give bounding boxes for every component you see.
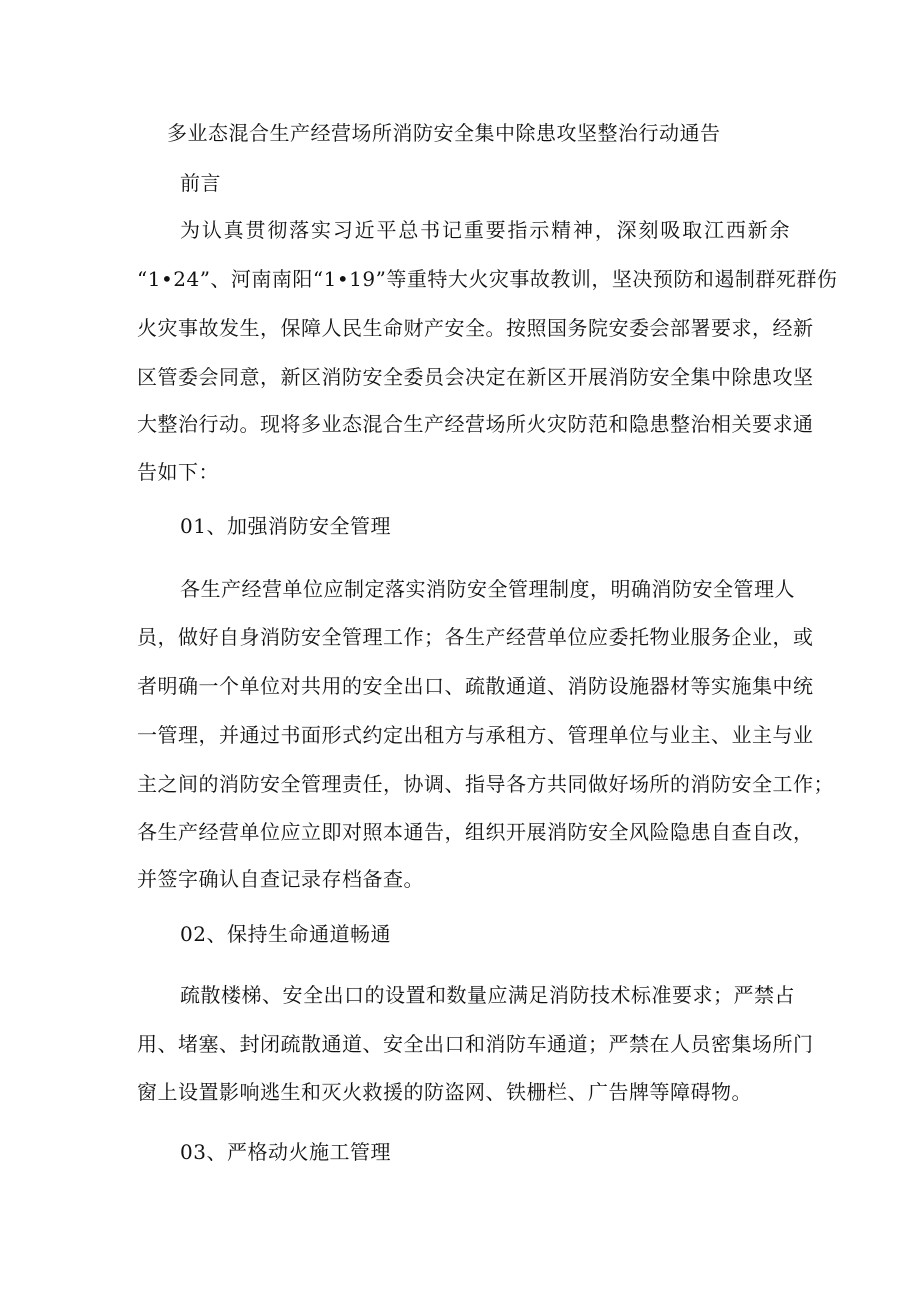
- section-01-line: 各生产经营单位应立即对照本通告，组织开展消防安全风险隐患自查自改，: [137, 820, 814, 844]
- preface-label: 前言: [180, 171, 221, 195]
- section-01-line: 主之间的消防安全管理责任，协调、指导各方共同做好场所的消防安全工作；: [137, 772, 834, 796]
- section-02-line: 用、堵塞、封闭疏散通道、安全出口和消防车通道；严禁在人员密集场所门: [137, 1032, 814, 1056]
- section-01-line: 并签字确认自查记录存档备查。: [137, 867, 424, 891]
- intro-line: 告如下：: [137, 460, 219, 484]
- section-02-line: 疏散楼梯、安全出口的设置和数量应满足消防技术标准要求；严禁占: [180, 983, 795, 1007]
- section-heading-03: 03、严格动火施工管理: [180, 1140, 391, 1164]
- intro-line: 火灾事故发生，保障人民生命财产安全。按照国务院安委会部署要求，经新: [137, 316, 814, 340]
- intro-line: 为认真贯彻落实习近平总书记重要指示精神，深刻吸取江西新余: [180, 218, 790, 242]
- section-01-line: 一管理，并通过书面形式约定出租方与承租方、管理单位与业主、业主与业: [137, 723, 814, 747]
- section-02-line: 窗上设置影响逃生和灭火救援的防盗网、铁栅栏、广告牌等障碍物。: [137, 1080, 752, 1104]
- section-01-line: 者明确一个单位对共用的安全出口、疏散通道、消防设施器材等实施集中统: [137, 674, 814, 698]
- section-01-line: 员，做好自身消防安全管理工作；各生产经营单位应委托物业服务企业，或: [137, 625, 814, 649]
- intro-line: “1•24”、河南南阳“1•19”等重特大火灾事故教训，坚决预防和遏制群死群伤: [137, 267, 838, 291]
- document-title: 多业态混合生产经营场所消防安全集中除患攻坚整治行动通告: [167, 121, 721, 145]
- intro-line: 区管委会同意，新区消防安全委员会决定在新区开展消防安全集中除患攻坚: [137, 365, 814, 389]
- intro-line: 大整治行动。现将多业态混合生产经营场所火灾防范和隐患整治相关要求通: [137, 412, 814, 436]
- section-heading-02: 02、保持生命通道畅通: [180, 922, 391, 946]
- section-01-line: 各生产经营单位应制定落实消防安全管理制度，明确消防安全管理人: [180, 577, 795, 601]
- section-heading-01: 01、加强消防安全管理: [180, 514, 391, 538]
